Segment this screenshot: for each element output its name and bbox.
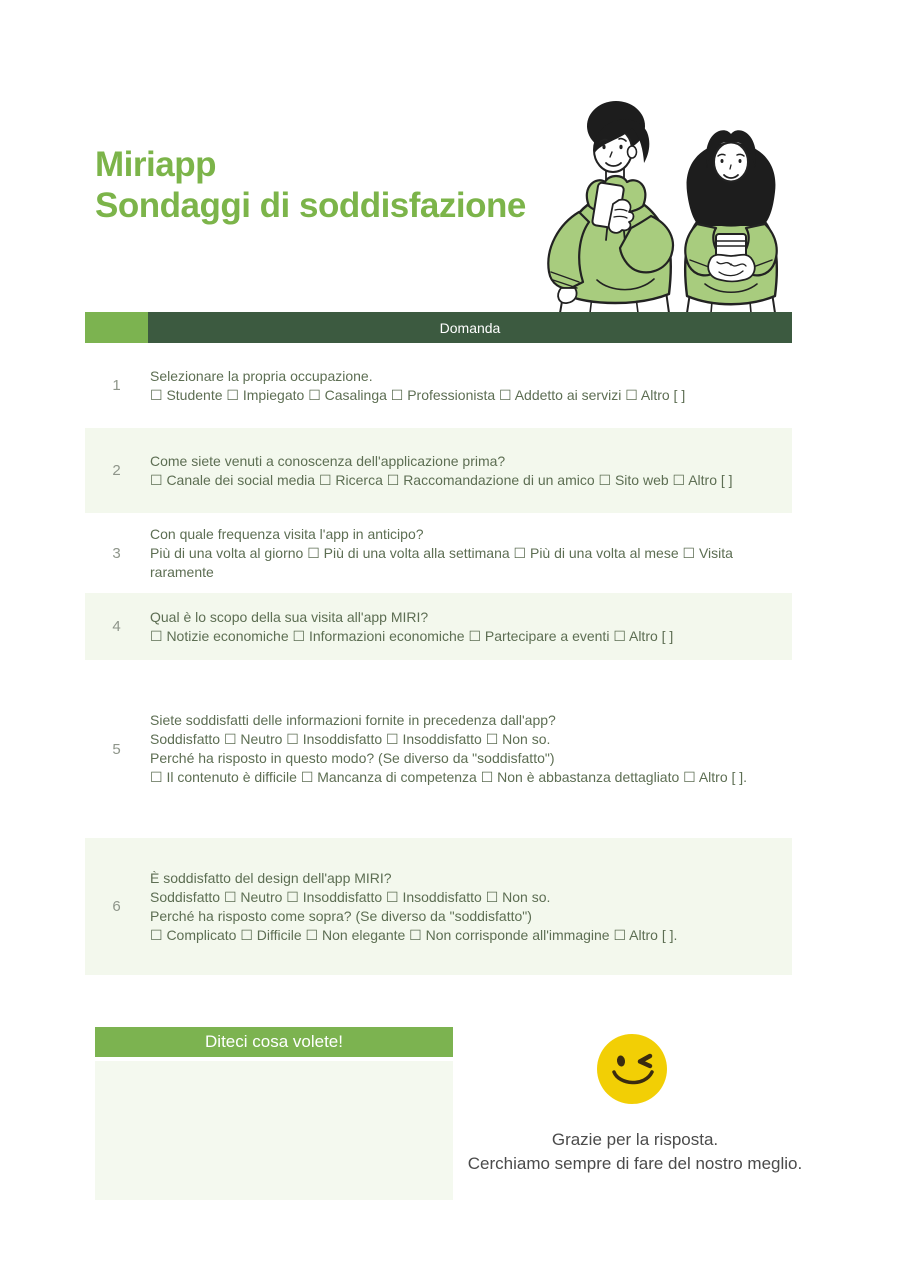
question-number: 4 [112, 618, 121, 635]
question-text: Perché ha risposto in questo modo? (Se diverso da "soddisfatto") [150, 750, 555, 766]
feedback-section-title: Diteci cosa volete! [95, 1027, 453, 1057]
question-options[interactable]: Più di una volta al giorno ☐ Più di una volta alla settimana ☐ Più di una volta al mese ☐ Visita raramente [150, 544, 733, 580]
feedback-input-area[interactable] [95, 1061, 453, 1200]
question-text: Selezionare la propria occupazione. [150, 367, 373, 384]
question-number: 1 [112, 377, 121, 394]
thanks-line1: Grazie per la risposta. [551, 1130, 719, 1149]
page-title-line2: Sondaggi di soddisfazione [95, 186, 526, 225]
page-title-line1: Miriapp [95, 145, 216, 184]
table-row [85, 513, 792, 593]
question-text: Perché ha risposto come sopra? (Se diverso da "soddisfatto") [150, 907, 532, 924]
table-header-row [85, 312, 792, 343]
question-number: 3 [112, 544, 121, 562]
question-text: Con quale frequenza visita l'app in anticipo? [150, 525, 424, 542]
number-column-header [85, 312, 148, 343]
question-text: Siete soddisfatti delle informazioni fornite in precedenza dall'app? [150, 712, 556, 728]
question-options[interactable]: Soddisfatto ☐ Neutro ☐ Insoddisfatto ☐ Insoddisfatto ☐ Non so. [150, 888, 551, 905]
survey-table [85, 312, 792, 975]
thanks-line2: Cerchiamo sempre di fare del nostro meglio. [467, 1154, 803, 1173]
question-number: 5 [112, 740, 121, 758]
table-row [85, 660, 792, 838]
wink-smiley-icon [594, 1032, 670, 1108]
woman-with-phone-figure [685, 130, 777, 313]
question-text: Come siete venuti a conoscenza dell'applicazione prima? [150, 452, 506, 469]
question-number: 6 [112, 898, 121, 915]
man-with-phone-figure [548, 101, 673, 313]
question-options[interactable]: ☐ Notizie economiche ☐ Informazioni economiche ☐ Partecipare a eventi ☐ Altro [ ] [150, 627, 674, 644]
page-title [95, 144, 526, 226]
question-number: 2 [112, 462, 121, 479]
question-options[interactable]: Soddisfatto ☐ Neutro ☐ Insoddisfatto ☐ Insoddisfatto ☐ Non so. [150, 731, 551, 747]
question-text: È soddisfatto del design dell'app MIRI? [150, 869, 392, 886]
thanks-message [420, 1128, 850, 1176]
question-options[interactable]: ☐ Canale dei social media ☐ Ricerca ☐ Raccomandazione di un amico ☐ Sito web ☐ Altro [ ] [150, 471, 733, 488]
question-options[interactable]: ☐ Complicato ☐ Difficile ☐ Non elegante ☐ Non corrisponde all'immagine ☐ Altro [ ]. [150, 926, 678, 943]
question-text: Qual è lo scopo della sua visita all'app MIRI? [150, 608, 429, 625]
table-row [85, 343, 792, 428]
people-with-phones-illustration [535, 88, 795, 313]
question-options[interactable]: ☐ Il contenuto è difficile ☐ Mancanza di competenza ☐ Non è abbastanza dettagliato ☐ Altro [ ]. [150, 769, 748, 785]
table-row [85, 593, 792, 660]
table-row [85, 838, 792, 975]
question-column-header: Domanda [148, 312, 792, 343]
table-row [85, 428, 792, 513]
question-options[interactable]: ☐ Studente ☐ Impiegato ☐ Casalinga ☐ Professionista ☐ Addetto ai servizi ☐ Altro [ ] [150, 386, 686, 403]
